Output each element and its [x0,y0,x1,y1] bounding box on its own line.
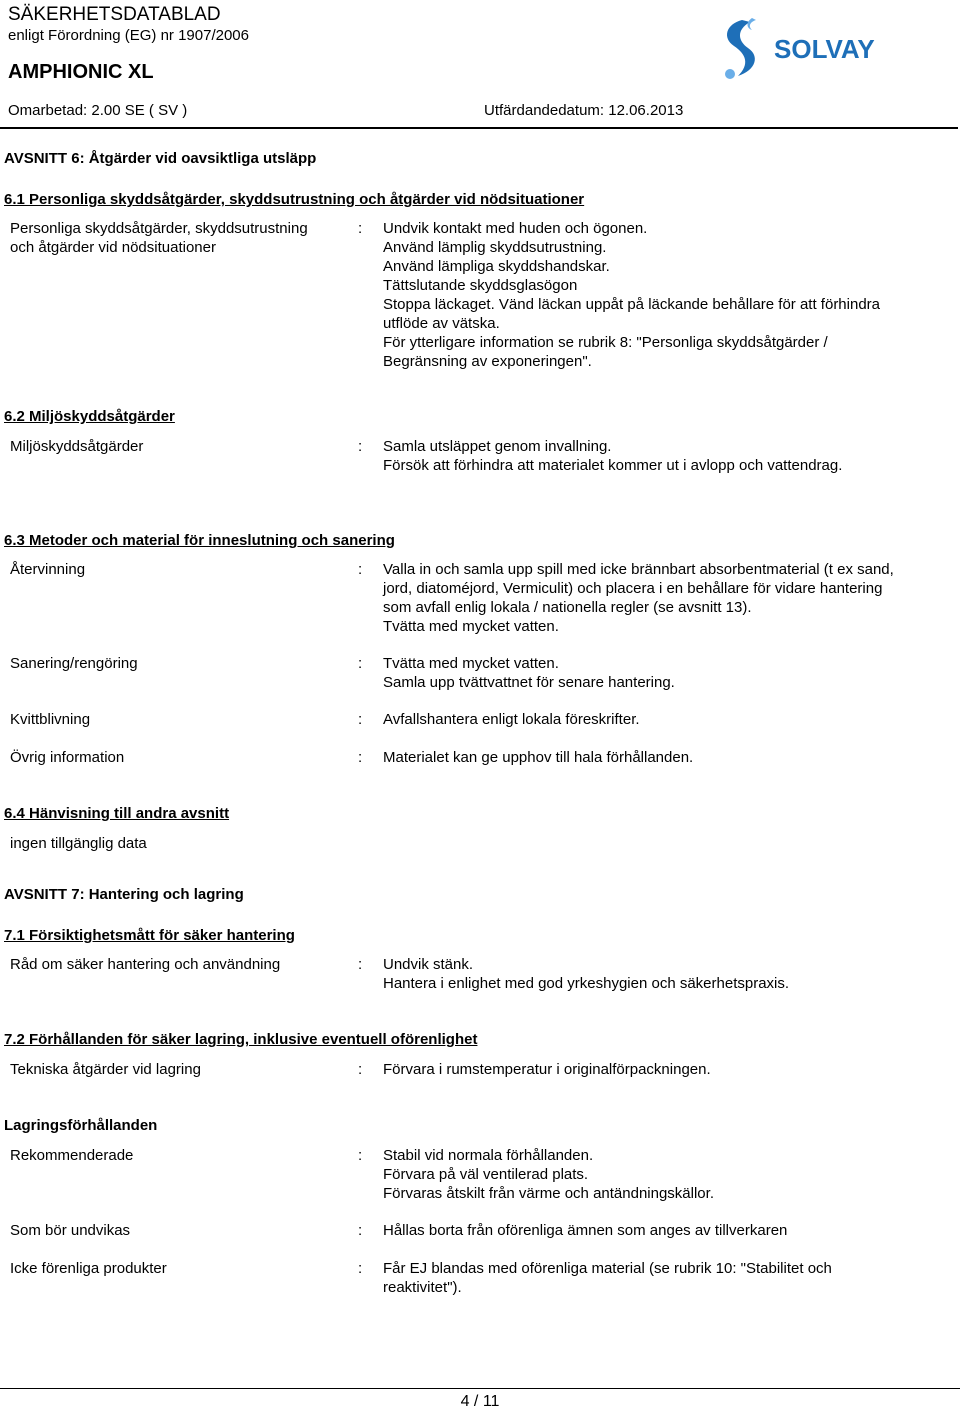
value-line: Tättslutande skyddsglasögon [383,277,578,294]
field-label: Återvinning [10,561,86,578]
value-line: Försök att förhindra att materialet kommer ut i avlopp och vattendrag. [383,457,843,474]
value-line: Tvätta med mycket vatten. [383,655,559,672]
value-line: reaktivitet"). [383,1279,462,1296]
value-line: Stoppa läckaget. Vänd läckan uppåt på läckande behållare för att förhindra [383,296,881,313]
separator-colon: : [358,956,363,973]
value-line: Får EJ blandas med oförenliga material (se rubrik 10: "Stabilitet och [383,1260,832,1277]
separator-colon: : [358,1147,363,1164]
value-line: Hantera i enlighet med god yrkeshygien och säkerhetspraxis. [383,975,790,992]
regulation-subtitle: enligt Förordning (EG) nr 1907/2006 [8,27,249,44]
field-label: Icke förenliga produkter [10,1260,167,1277]
separator-colon: : [358,1222,363,1239]
subsection-7-2-heading: 7.2 Förhållanden för säker lagring, inklusive eventuell oförenlighet [4,1031,478,1048]
separator-colon: : [358,561,363,578]
value-line: Tvätta med mycket vatten. [383,618,559,635]
value-line: Undvik kontakt med huden och ögonen. [383,220,648,237]
field-value [383,219,880,371]
field-value [383,710,640,729]
section-6-title: AVSNITT 6: Åtgärder vid oavsiktliga utsläpp [4,150,317,167]
value-line: Samla upp tvättvattnet för senare hantering. [383,674,675,691]
field-label: Rekommenderade [10,1147,134,1164]
value-line: Använd lämplig skyddsutrustning. [383,239,607,256]
field-value [383,654,675,692]
value-line: Hållas borta från oförenliga ämnen som anges av tillverkaren [383,1222,788,1239]
value-line: Undvik stänk. [383,956,474,973]
value-line: Begränsning av exponeringen". [383,353,592,370]
field-label: Tekniska åtgärder vid lagring [10,1061,201,1078]
logo-text: SOLVAY [774,34,875,64]
separator-colon: : [358,1061,363,1078]
subsection-7-1-heading: 7.1 Försiktighetsmått för säker hantering [4,927,295,944]
section-7-title: AVSNITT 7: Hantering och lagring [4,886,244,903]
value-line: Förvara i rumstemperatur i originalförpackningen. [383,1061,711,1078]
value-line: Materialet kan ge upphov till hala förhållanden. [383,749,694,766]
page-number: 4 / 11 [460,1393,500,1410]
field-label: Kvittblivning [10,711,91,728]
issue-date: Utfärdandedatum: 12.06.2013 [484,102,684,119]
solvay-logo [716,14,886,84]
field-label: Råd om säker hantering och användning [10,956,281,973]
field-label: Som bör undvikas [10,1222,131,1239]
field-value [383,1221,787,1240]
separator-colon: : [358,655,363,672]
value-line: Stabil vid normala förhållanden. [383,1147,594,1164]
field-label: och åtgärder vid nödsituationer [10,239,216,256]
separator-colon: : [358,749,363,766]
value-line: Förvaras åtskilt från värme och antändningskällor. [383,1185,714,1202]
field-value [383,560,894,636]
field-value [383,1060,711,1079]
value-line: Samla utsläppet genom invallning. [383,438,612,455]
product-name: AMPHIONIC XL [8,61,154,83]
subsection-6-2-heading: 6.2 Miljöskyddsåtgärder [4,408,175,425]
field-label: Miljöskyddsåtgärder [10,438,144,455]
value-line: Avfallshantera enligt lokala föreskrifter. [383,711,640,728]
revision-info: Omarbetad: 2.00 SE ( SV ) [8,102,188,119]
value-line: Valla in och samla upp spill med icke brännbart absorbentmaterial (t ex sand, [383,561,894,578]
value-line: Förvara på väl ventilerad plats. [383,1166,589,1183]
header-rule [0,127,958,129]
separator-colon: : [358,711,363,728]
separator-colon: : [358,1260,363,1277]
footer-rule [0,1388,960,1389]
value-line: Använd lämpliga skyddshandskar. [383,258,610,275]
document-title: SÄKERHETSDATABLAD [8,4,221,25]
separator-colon: : [358,220,363,237]
field-label: Sanering/rengöring [10,655,138,672]
separator-colon: : [358,438,363,455]
field-label: Övrig information [10,749,125,766]
value-line: utflöde av vätska. [383,315,500,332]
value-line: som avfall enlig lokala / nationella regler (se avsnitt 13). [383,599,752,616]
field-label: Personliga skyddsåtgärder, skyddsutrustning [10,220,308,237]
subsection-6-1-heading: 6.1 Personliga skyddsåtgärder, skyddsutrustning och åtgärder vid nödsituationer [4,191,585,208]
document-header [0,0,960,128]
reference-text: ingen tillgänglig data [10,835,147,852]
subsection-6-3-heading: 6.3 Metoder och material för inneslutning och sanering [4,532,395,549]
subsection-6-4-heading: 6.4 Hänvisning till andra avsnitt [4,805,230,822]
field-value [383,437,842,475]
field-value [383,955,789,993]
storage-conditions-heading: Lagringsförhållanden [4,1117,158,1134]
value-line: För ytterligare information se rubrik 8: "Personliga skyddsåtgärder / [383,334,828,351]
value-line: jord, diatoméjord, Vermiculit) och placera i en behållare för vidare hantering [383,580,883,597]
field-value [383,1259,832,1297]
field-value [383,1146,714,1203]
field-value [383,748,693,767]
